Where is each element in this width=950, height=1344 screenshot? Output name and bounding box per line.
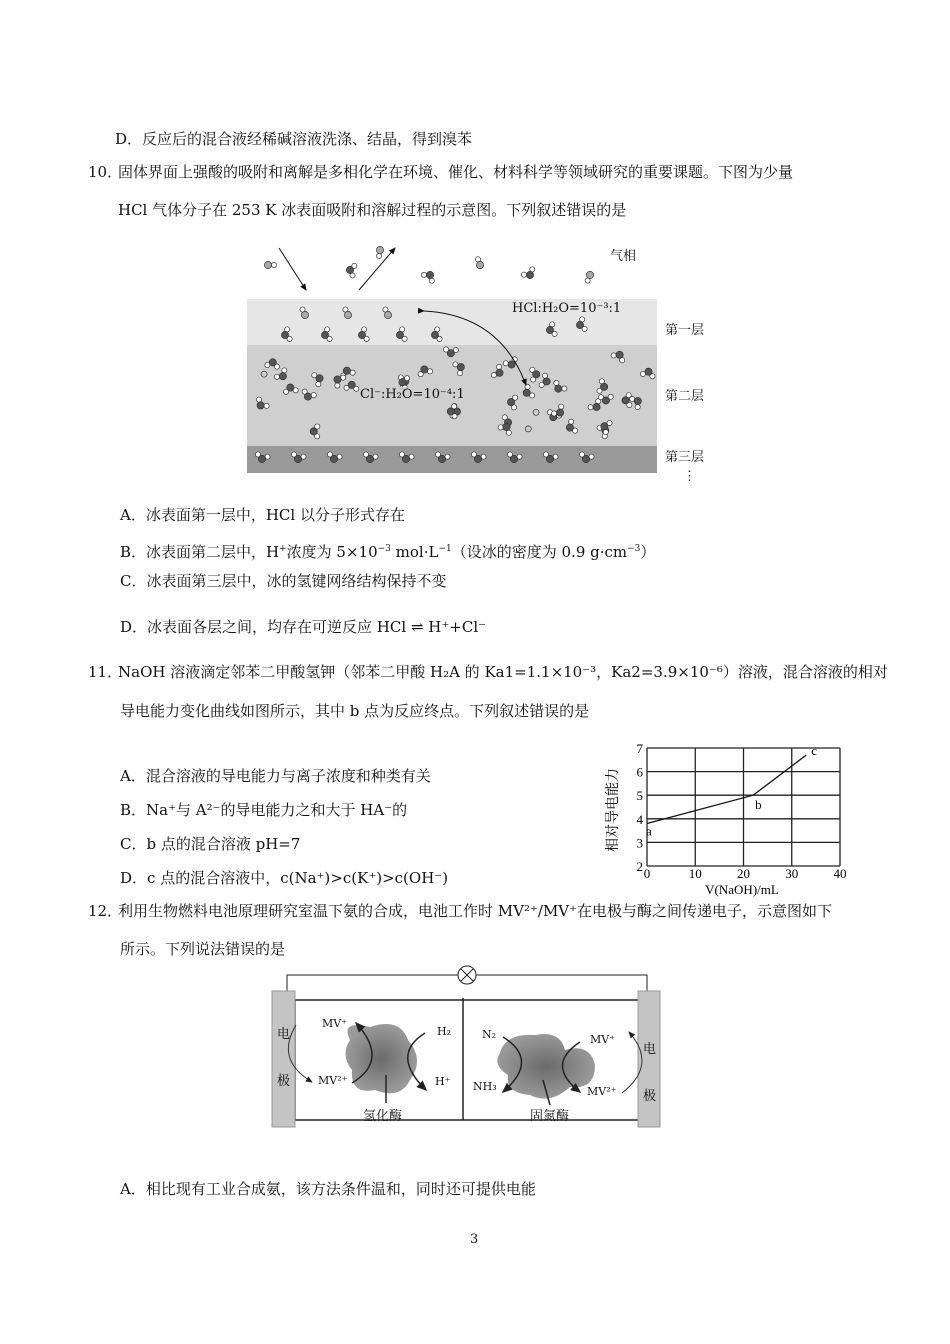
mv-2plus-right: MV²⁺ [587,1085,617,1098]
point-label-b: b [755,797,762,813]
hydrogenase-blob [345,1024,417,1093]
q10-number: 10． [88,163,123,181]
conductivity-chart [600,735,860,900]
q11-option-c: C．b 点的混合溶液 pH=7 [120,835,301,853]
q12-option-a: A．相比现有工业合成氨，该方法条件温和，同时还可提供电能 [120,1180,536,1198]
q11-stem-2: 导电能力变化曲线如图所示，其中 b 点为反应终点。下列叙述错误的是 [120,702,590,720]
q11-option-b: B．Na⁺与 A²⁻的导电能力之和大于 HA⁻的 [120,801,408,819]
fuel-cell-diagram [260,965,680,1140]
q9-option-d: D．反应后的混合液经稀碱溶液洗涤、结晶，得到溴苯 [115,130,473,148]
n2-label: N₂ [482,1028,497,1041]
y-tick-label: 3 [636,835,643,851]
gas-phase-label: 气相 [610,249,637,264]
point-label-c: c [811,743,818,759]
ellipsis: ⋮ [683,469,696,484]
y-tick-label: 7 [636,741,643,756]
q12-stem: 利用生物燃料电池原理研究室温下氨的合成，电池工作时 MV²⁺/MV⁺在电极与酶之间传递电子，示意图如下 [118,902,833,920]
mv-plus-right: MV⁺ [590,1033,616,1046]
layer3-band [247,446,657,473]
point-label-a: a [646,823,652,839]
h-plus-label: H⁺ [435,1075,451,1088]
series-line [647,755,806,823]
q11-option-d: D．c 点的混合溶液中，c(Na⁺)>c(K⁺)>c(OH⁻) [120,869,449,887]
wire-left [287,975,458,991]
q11-option-a: A．混合溶液的导电能力与离子浓度和种类有关 [120,767,431,785]
q10-option-b: B．冰表面第二层中，H+浓度为 $5\times 10^{-3}$ $mol\cdot L^{-1}$（设冰的密度为 0.9 $g\cdot cm^{-3}$） [120,543,656,561]
q10-option-a: A．冰表面第一层中，HCl 以分子形式存在 [120,506,405,524]
nh3-label: NH₃ [473,1080,497,1093]
wire-right [476,975,647,1010]
ratio-cl-label: Cl⁻:H₂O=10⁻⁴:1 [360,387,465,402]
y-tick-label: 5 [636,788,643,804]
ice-layers-diagram [240,235,720,490]
y-axis-label: 相对导电能力 [606,768,621,852]
adsorption-arrow [279,248,306,290]
layer3-label: 第三层 [665,450,705,465]
q12-stem-2: 所示。下列说法错误的是 [120,940,286,958]
y-tick-label: 6 [636,764,643,780]
x-axis-label: V(NaOH)/mL [705,882,779,897]
layer1-label: 第一层 [665,323,705,338]
q10-option-c: C．冰表面第三层中，冰的氢键网络结构保持不变 [120,572,447,590]
electrode-right-bottom: 极 [643,1089,657,1104]
q10-option-d: D．冰表面各层之间，均存在可逆反应 HCl ⇌ H⁺+Cl⁻ [120,618,487,636]
ice-surface-figure [240,235,720,490]
x-tick-label: 30 [785,866,799,881]
q11-number: 11． [88,663,123,681]
y-tick-label: 2 [636,859,643,874]
fuel-cell-figure [260,965,680,1140]
electrode-right-top: 电 [643,1042,657,1057]
hydrogenase-label: 氢化酶 [363,1109,403,1124]
ratio-hcl-label: HCl:H₂O=10⁻³:1 [512,301,622,316]
x-tick-label: 10 [688,866,702,881]
q12-number: 12． [88,902,123,920]
electrode-right [638,991,660,1127]
page-number: 3 [470,1232,479,1247]
q10-stem-2: HCl 气体分子在 253 K 冰表面吸附和溶解过程的示意图。下列叙述错误的是 [118,201,627,219]
electrode-left [272,991,295,1127]
mv-2plus-left: MV²⁺ [318,1074,348,1087]
electrode-left-bottom: 极 [277,1074,291,1089]
q10-stem: 固体界面上强酸的吸附和离解是多相化学在环境、催化、材料科学等领域研究的重要课题。下图为少量 [118,163,794,181]
x-tick-label: 0 [643,866,651,881]
q11-stem: NaOH 溶液滴定邻苯二甲酸氢钾（邻苯二甲酸 H₂A 的 Ka1=1.1×10⁻³，Ka2=3.9×10⁻⁶）溶液，混合溶液的相对 [118,663,888,681]
electrode-left-top: 电 [277,1027,291,1042]
x-tick-label: 20 [737,866,750,881]
layer2-label: 第二层 [665,389,705,404]
x-tick-label: 40 [833,866,847,881]
mv-plus-left: MV⁺ [322,1017,348,1030]
h2-label: H₂ [437,1025,452,1038]
nitrogenase-label: 固氮酶 [530,1109,570,1124]
y-tick-label: 4 [636,811,643,827]
